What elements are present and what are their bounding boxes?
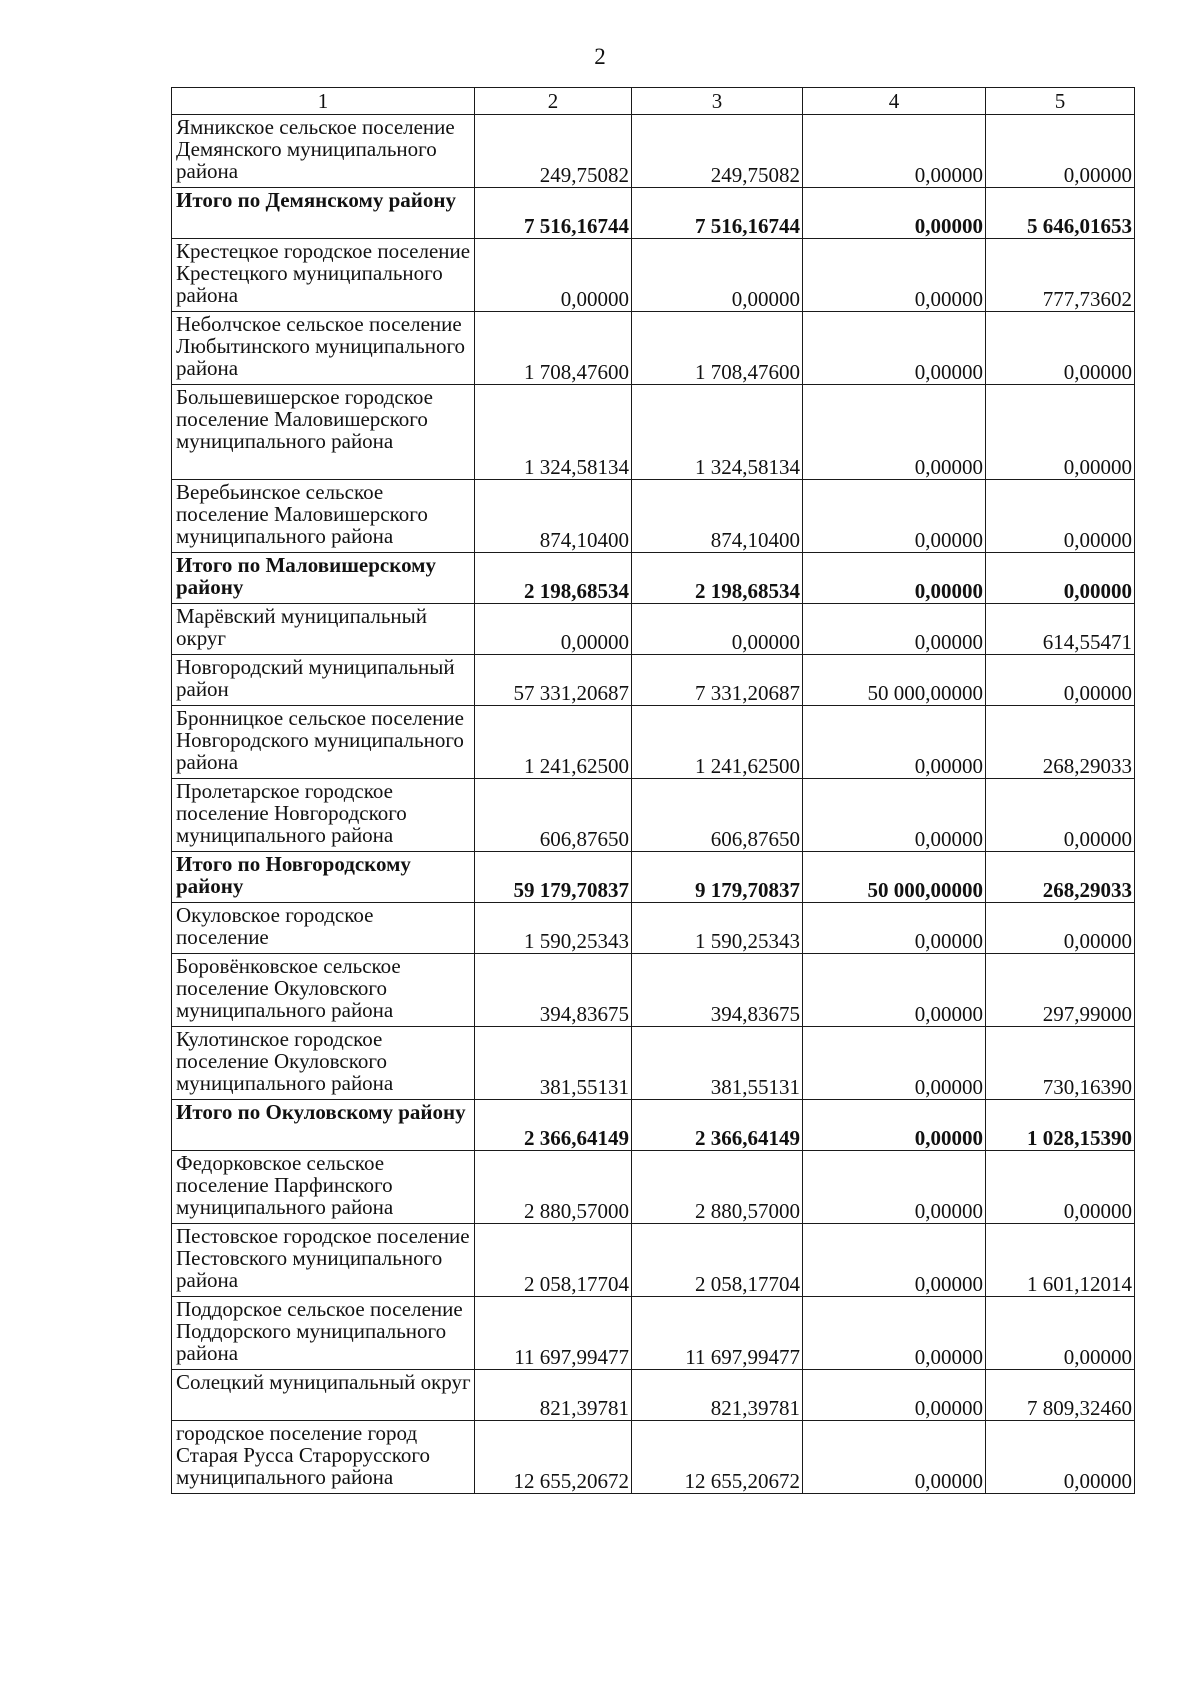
municipality-name: Марёвский муниципальный округ (172, 604, 475, 655)
column-header-1: 1 (172, 88, 475, 115)
value-cell-col5: 5 646,01653 (986, 188, 1135, 239)
value-cell-col5: 0,00000 (986, 779, 1135, 852)
municipality-name: Поддорское сельское поселение Поддорского муниципального района (172, 1297, 475, 1370)
value-cell-col4: 0,00000 (803, 1224, 986, 1297)
value-cell-col3: 7 331,20687 (632, 655, 803, 706)
value-cell-col2: 12 655,20672 (475, 1421, 632, 1494)
value-cell-col4: 0,00000 (803, 1297, 986, 1370)
value-cell-col4: 0,00000 (803, 188, 986, 239)
table-row (172, 1027, 1135, 1100)
value-cell-col5: 0,00000 (986, 903, 1135, 954)
value-cell-col2: 1 241,62500 (475, 706, 632, 779)
value-cell-col4: 0,00000 (803, 779, 986, 852)
value-cell-col5: 614,55471 (986, 604, 1135, 655)
municipality-name: Веребьинское сельское поселение Маловишерского муниципального района (172, 480, 475, 553)
value-cell-col2: 381,55131 (475, 1027, 632, 1100)
value-cell-col4: 0,00000 (803, 115, 986, 188)
table-row (172, 779, 1135, 852)
table-row (172, 1224, 1135, 1297)
value-cell-col2: 2 366,64149 (475, 1100, 632, 1151)
table-row (172, 115, 1135, 188)
value-cell-col5: 0,00000 (986, 385, 1135, 480)
table-row (172, 1151, 1135, 1224)
total-label: Итого по Окуловскому району (172, 1100, 475, 1151)
municipality-name: Солецкий муниципальный округ (172, 1370, 475, 1421)
table-row (172, 480, 1135, 553)
value-cell-col5: 1 028,15390 (986, 1100, 1135, 1151)
municipality-name: Большевишерское городское поселение Маловишерского муниципального района (172, 385, 475, 480)
table-row (172, 604, 1135, 655)
value-cell-col2: 1 708,47600 (475, 312, 632, 385)
table-header-row (172, 88, 1135, 115)
municipality-name: Крестецкое городское поселение Крестецкого муниципального района (172, 239, 475, 312)
value-cell-col2: 394,83675 (475, 954, 632, 1027)
municipality-name: Пестовское городское поселение Пестовского муниципального района (172, 1224, 475, 1297)
municipality-name: Боровёнковское сельское поселение Окуловского муниципального района (172, 954, 475, 1027)
table-row (172, 1297, 1135, 1370)
value-cell-col4: 0,00000 (803, 312, 986, 385)
value-cell-col4: 0,00000 (803, 239, 986, 312)
table-row (172, 385, 1135, 480)
column-header-5: 5 (986, 88, 1135, 115)
value-cell-col2: 1 590,25343 (475, 903, 632, 954)
value-cell-col4: 0,00000 (803, 1151, 986, 1224)
value-cell-col5: 777,73602 (986, 239, 1135, 312)
value-cell-col2: 874,10400 (475, 480, 632, 553)
value-cell-col4: 0,00000 (803, 1027, 986, 1100)
municipality-name: Новгородский муниципальный район (172, 655, 475, 706)
column-header-2: 2 (475, 88, 632, 115)
value-cell-col3: 381,55131 (632, 1027, 803, 1100)
value-cell-col4: 0,00000 (803, 480, 986, 553)
value-cell-col5: 297,99000 (986, 954, 1135, 1027)
municipality-name: Пролетарское городское поселение Новгородского муниципального района (172, 779, 475, 852)
total-row (172, 553, 1135, 604)
value-cell-col5: 1 601,12014 (986, 1224, 1135, 1297)
value-cell-col5: 0,00000 (986, 480, 1135, 553)
total-label: Итого по Маловишерскому району (172, 553, 475, 604)
value-cell-col4: 0,00000 (803, 604, 986, 655)
value-cell-col4: 0,00000 (803, 553, 986, 604)
value-cell-col3: 1 708,47600 (632, 312, 803, 385)
total-label: Итого по Демянскому району (172, 188, 475, 239)
table-body (172, 115, 1135, 1494)
value-cell-col3: 394,83675 (632, 954, 803, 1027)
value-cell-col2: 59 179,70837 (475, 852, 632, 903)
total-label: Итого по Новгородскому району (172, 852, 475, 903)
page-number: 2 (594, 44, 606, 69)
municipality-name: Федорковское сельское поселение Парфинского муниципального района (172, 1151, 475, 1224)
value-cell-col5: 0,00000 (986, 655, 1135, 706)
municipality-name: Ямникское сельское поселение Демянского муниципального района (172, 115, 475, 188)
value-cell-col3: 7 516,16744 (632, 188, 803, 239)
value-cell-col3: 606,87650 (632, 779, 803, 852)
table-row (172, 903, 1135, 954)
value-cell-col3: 1 241,62500 (632, 706, 803, 779)
value-cell-col4: 0,00000 (803, 954, 986, 1027)
value-cell-col3: 821,39781 (632, 1370, 803, 1421)
municipality-name: Окуловское городское поселение (172, 903, 475, 954)
municipality-name: городское поселение город Старая Русса Старорусского муниципального района (172, 1421, 475, 1494)
value-cell-col3: 9 179,70837 (632, 852, 803, 903)
value-cell-col5: 0,00000 (986, 1421, 1135, 1494)
column-header-3: 3 (632, 88, 803, 115)
municipality-name: Бронницкое сельское поселение Новгородского муниципального района (172, 706, 475, 779)
municipality-name: Неболчское сельское поселение Любытинского муниципального района (172, 312, 475, 385)
value-cell-col3: 0,00000 (632, 604, 803, 655)
value-cell-col4: 50 000,00000 (803, 655, 986, 706)
value-cell-col3: 2 880,57000 (632, 1151, 803, 1224)
value-cell-col4: 0,00000 (803, 385, 986, 480)
value-cell-col3: 11 697,99477 (632, 1297, 803, 1370)
value-cell-col5: 268,29033 (986, 706, 1135, 779)
value-cell-col5: 0,00000 (986, 312, 1135, 385)
total-row (172, 188, 1135, 239)
table-row (172, 1421, 1135, 1494)
value-cell-col2: 7 516,16744 (475, 188, 632, 239)
value-cell-col2: 57 331,20687 (475, 655, 632, 706)
table-row (172, 312, 1135, 385)
value-cell-col3: 1 324,58134 (632, 385, 803, 480)
value-cell-col2: 2 058,17704 (475, 1224, 632, 1297)
value-cell-col5: 268,29033 (986, 852, 1135, 903)
value-cell-col3: 12 655,20672 (632, 1421, 803, 1494)
value-cell-col3: 0,00000 (632, 239, 803, 312)
value-cell-col5: 730,16390 (986, 1027, 1135, 1100)
value-cell-col3: 2 058,17704 (632, 1224, 803, 1297)
value-cell-col2: 1 324,58134 (475, 385, 632, 480)
value-cell-col2: 0,00000 (475, 239, 632, 312)
table-row (172, 706, 1135, 779)
value-cell-col2: 2 880,57000 (475, 1151, 632, 1224)
table-row (172, 239, 1135, 312)
total-row (172, 1100, 1135, 1151)
total-row (172, 852, 1135, 903)
value-cell-col2: 249,75082 (475, 115, 632, 188)
value-cell-col4: 0,00000 (803, 903, 986, 954)
municipality-name: Кулотинское городское поселение Окуловского муниципального района (172, 1027, 475, 1100)
value-cell-col5: 0,00000 (986, 553, 1135, 604)
value-cell-col4: 50 000,00000 (803, 852, 986, 903)
table-row (172, 1370, 1135, 1421)
column-header-4: 4 (803, 88, 986, 115)
value-cell-col4: 0,00000 (803, 1100, 986, 1151)
value-cell-col3: 1 590,25343 (632, 903, 803, 954)
value-cell-col5: 0,00000 (986, 1297, 1135, 1370)
value-cell-col4: 0,00000 (803, 1421, 986, 1494)
value-cell-col5: 7 809,32460 (986, 1370, 1135, 1421)
value-cell-col2: 821,39781 (475, 1370, 632, 1421)
value-cell-col2: 606,87650 (475, 779, 632, 852)
value-cell-col2: 0,00000 (475, 604, 632, 655)
value-cell-col5: 0,00000 (986, 1151, 1135, 1224)
value-cell-col3: 874,10400 (632, 480, 803, 553)
value-cell-col3: 2 198,68534 (632, 553, 803, 604)
table-row (172, 655, 1135, 706)
value-cell-col2: 11 697,99477 (475, 1297, 632, 1370)
table-row (172, 954, 1135, 1027)
budget-table (171, 87, 1135, 1494)
value-cell-col4: 0,00000 (803, 1370, 986, 1421)
value-cell-col4: 0,00000 (803, 706, 986, 779)
value-cell-col3: 249,75082 (632, 115, 803, 188)
value-cell-col2: 2 198,68534 (475, 553, 632, 604)
value-cell-col5: 0,00000 (986, 115, 1135, 188)
value-cell-col3: 2 366,64149 (632, 1100, 803, 1151)
